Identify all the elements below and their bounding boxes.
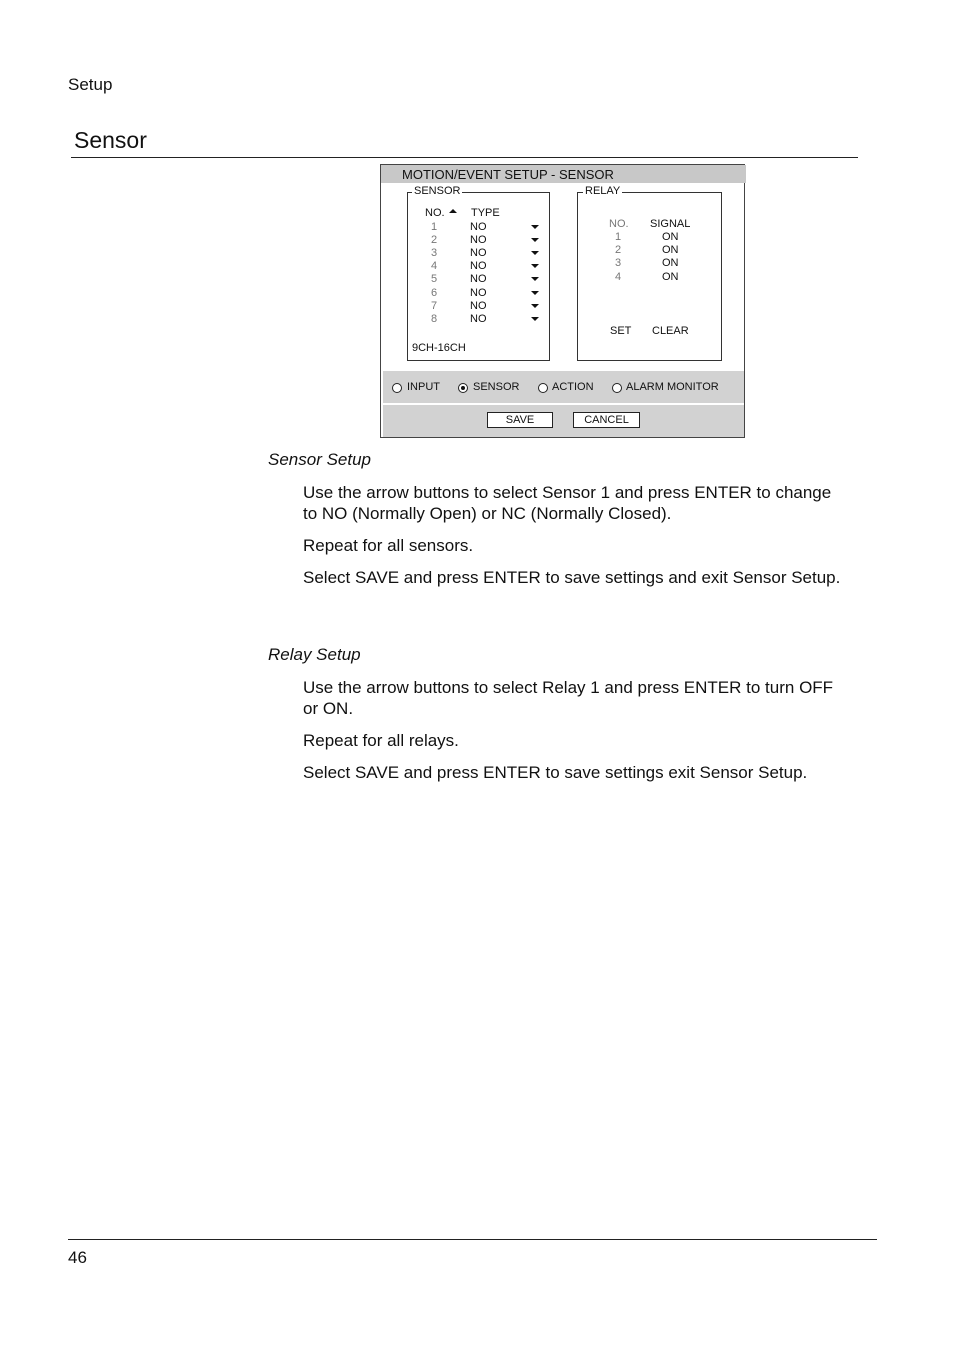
radio-input[interactable] bbox=[392, 383, 402, 393]
dropdown-arrow-icon[interactable] bbox=[531, 277, 539, 281]
radio-label-input[interactable]: INPUT bbox=[407, 381, 440, 393]
sensor-row-type[interactable]: NO bbox=[470, 247, 487, 259]
relay-row-no: 2 bbox=[615, 244, 622, 256]
sensor-row-no: 7 bbox=[431, 300, 438, 312]
dropdown-arrow-icon[interactable] bbox=[531, 264, 539, 268]
sensor-row-no: 8 bbox=[431, 313, 438, 325]
mode-radio-bar bbox=[383, 371, 744, 403]
relay-setup-heading: Relay Setup bbox=[268, 645, 361, 664]
sensor-col-type: TYPE bbox=[471, 207, 500, 219]
dropdown-arrow-icon[interactable] bbox=[531, 225, 539, 229]
sensor-row-type[interactable]: NO bbox=[470, 234, 487, 246]
relay-clear-button[interactable]: CLEAR bbox=[652, 325, 689, 337]
sensor-row-type[interactable]: NO bbox=[470, 287, 487, 299]
relay-row-no: 1 bbox=[615, 231, 622, 243]
sort-up-icon[interactable] bbox=[449, 209, 457, 213]
relay-col-signal: SIGNAL bbox=[650, 218, 691, 230]
sensor-setup-paragraph: Select SAVE and press ENTER to save settings and exit Sensor Setup. bbox=[303, 568, 841, 587]
relay-row-signal[interactable]: ON bbox=[662, 244, 679, 256]
sensor-row-type[interactable]: NO bbox=[470, 273, 487, 285]
osd-screen bbox=[380, 164, 745, 438]
dropdown-arrow-icon[interactable] bbox=[531, 291, 539, 295]
running-header: Setup bbox=[68, 75, 113, 94]
sensor-row-no: 6 bbox=[431, 287, 438, 299]
section-title: Sensor bbox=[74, 127, 147, 153]
relay-row-no: 4 bbox=[615, 271, 622, 283]
sensor-row-type[interactable]: NO bbox=[470, 221, 487, 233]
radio-label-sensor[interactable]: SENSOR bbox=[473, 381, 520, 393]
sensor-row-type[interactable]: NO bbox=[470, 313, 487, 325]
sensor-row-type[interactable]: NO bbox=[470, 300, 487, 312]
osd-button-bar bbox=[383, 405, 744, 437]
relay-col-no: NO. bbox=[609, 218, 629, 230]
sensor-row-type[interactable]: NO bbox=[470, 260, 487, 272]
sensor-row-no: 2 bbox=[431, 234, 438, 246]
relay-setup-paragraph: Select SAVE and press ENTER to save settings exit Sensor Setup. bbox=[303, 763, 808, 782]
sensor-row-no: 1 bbox=[431, 221, 438, 233]
channel-range-label[interactable]: 9CH-16CH bbox=[412, 342, 466, 354]
dropdown-arrow-icon[interactable] bbox=[531, 304, 539, 308]
sensor-col-no[interactable]: NO. bbox=[425, 207, 445, 219]
relay-row-signal[interactable]: ON bbox=[662, 257, 679, 269]
sensor-group bbox=[407, 185, 550, 361]
save-button[interactable]: SAVE bbox=[487, 412, 553, 428]
radio-sensor[interactable] bbox=[458, 383, 468, 393]
cancel-button[interactable]: CANCEL bbox=[573, 412, 640, 428]
relay-group bbox=[577, 185, 722, 361]
osd-title-bar bbox=[381, 165, 746, 183]
relay-group-legend: RELAY bbox=[585, 185, 621, 197]
radio-alarm-monitor[interactable] bbox=[612, 383, 622, 393]
sensor-group-legend: SENSOR bbox=[414, 185, 461, 197]
page-number: 46 bbox=[68, 1248, 87, 1267]
osd-title: MOTION/EVENT SETUP - SENSOR bbox=[402, 167, 614, 182]
sensor-row-no: 3 bbox=[431, 247, 438, 259]
relay-setup-paragraph: Repeat for all relays. bbox=[303, 731, 459, 750]
radio-label-alarm-monitor[interactable]: ALARM MONITOR bbox=[626, 381, 719, 393]
title-rule bbox=[71, 157, 858, 158]
dropdown-arrow-icon[interactable] bbox=[531, 251, 539, 255]
sensor-setup-paragraph: Repeat for all sensors. bbox=[303, 536, 474, 555]
dropdown-arrow-icon[interactable] bbox=[531, 317, 539, 321]
radio-label-action[interactable]: ACTION bbox=[552, 381, 594, 393]
sensor-setup-heading: Sensor Setup bbox=[268, 450, 372, 469]
relay-row-signal[interactable]: ON bbox=[662, 271, 679, 283]
sensor-row-no: 5 bbox=[431, 273, 438, 285]
dropdown-arrow-icon[interactable] bbox=[531, 238, 539, 242]
relay-setup-paragraph: Use the arrow buttons to select Relay 1 and press ENTER to turn OFF or ON. bbox=[303, 678, 834, 718]
footer-rule bbox=[68, 1239, 877, 1240]
sensor-row-no: 4 bbox=[431, 260, 438, 272]
relay-row-signal[interactable]: ON bbox=[662, 231, 679, 243]
sensor-setup-paragraph: Use the arrow buttons to select Sensor 1 and press ENTER to change to NO (Normally Open) or NC (Normally Closed). bbox=[303, 483, 832, 523]
radio-action[interactable] bbox=[538, 383, 548, 393]
relay-row-no: 3 bbox=[615, 257, 622, 269]
radio-selected-dot bbox=[461, 386, 465, 390]
relay-set-button[interactable]: SET bbox=[610, 325, 632, 337]
